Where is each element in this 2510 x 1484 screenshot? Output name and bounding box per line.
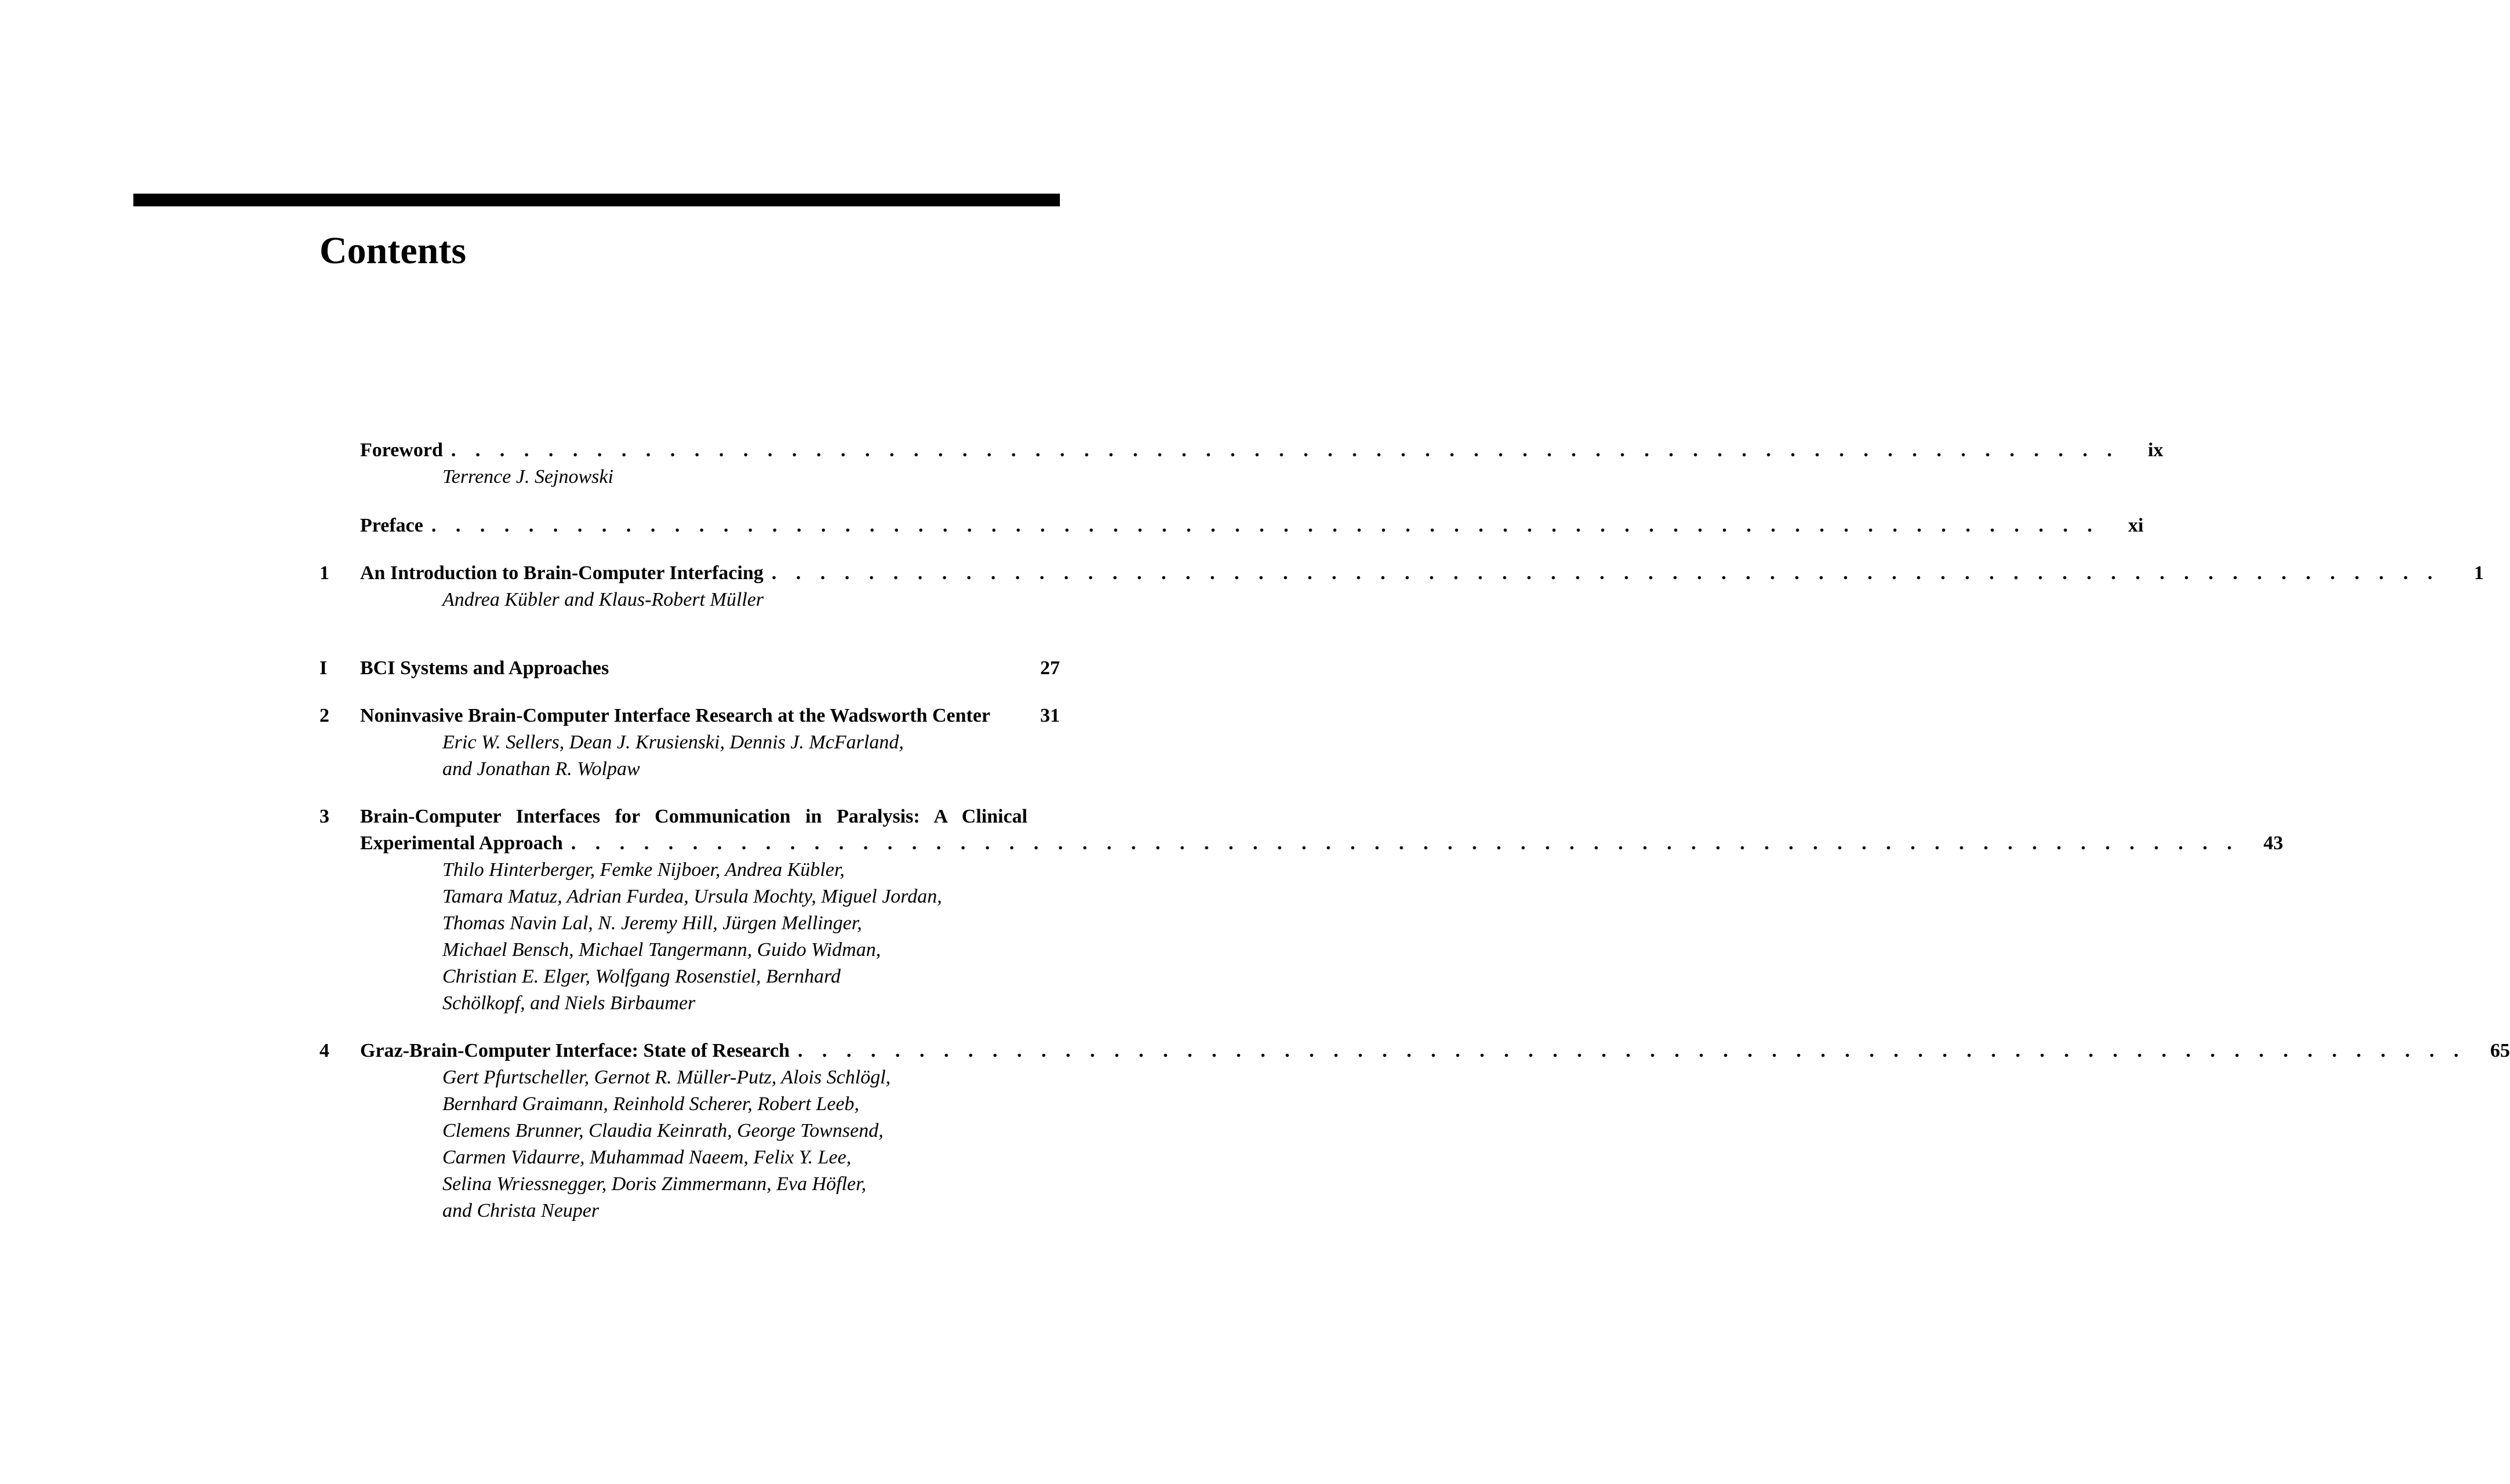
- author-line: Clemens Brunner, Claudia Keinrath, George Townsend,: [442, 1120, 884, 1141]
- dot-leader: . . . . . . . . . . . . . . . . . . . . . . . . . . . . . . . . . . . . . . . . . . . . . . . . . . . . . . . . . . . . . . . . . . . . .: [771, 562, 2440, 584]
- entry-number: 2: [319, 705, 329, 726]
- entry-title: Preface: [360, 515, 423, 536]
- author-line: Thomas Navin Lal, N. Jeremy Hill, Jürgen Mellinger,: [442, 912, 862, 934]
- entry-page-number: ix: [2148, 439, 2163, 461]
- entry-title-line-1: Brain-Computer Interfaces for Communication in Paralysis: A Clinical: [360, 806, 1027, 827]
- toc-entry-chapter-4[interactable]: [319, 1038, 2510, 1224]
- part-title: BCI Systems and Approaches: [360, 657, 609, 679]
- dot-leader: . . . . . . . . . . . . . . . . . . . . . . . . . . . . . . . . . . . . . . . . . . . . . . . . . . . . . . . . . . . . . . . . . . . . .: [451, 439, 2119, 461]
- dot-leader: . . . . . . . . . . . . . . . . . . . . . . . . . . . . . . . . . . . . . . . . . . . . . . . . . . . . . . . . . . . . . . . . . . . . .: [797, 1040, 2466, 1061]
- part-number: I: [319, 657, 328, 679]
- entry-page-number: 1: [2473, 562, 2484, 584]
- author-line: Schölkopf, and Niels Birbaumer: [442, 992, 696, 1014]
- author-line: Tamara Matuz, Adrian Furdea, Ursula Mochty, Miguel Jordan,: [442, 886, 942, 907]
- entry-authors: [442, 729, 1060, 783]
- toc-entry-part-I[interactable]: [319, 655, 1060, 682]
- author-line: Andrea Kübler and Klaus-Robert Müller: [442, 589, 764, 610]
- entry-title: Foreword: [360, 439, 443, 461]
- entry-title: Noninvasive Brain-Computer Interface Research at the Wadsworth Center: [360, 705, 990, 726]
- dot-leader: . . . . . . . . . . . . . . . . . . . . . . . . . . . . . . . . . . . . . . . . . . . . . . . . . . . . . . . . . . . . . . . . . . . . .: [571, 832, 2239, 854]
- entry-number: 3: [319, 806, 329, 827]
- author-line: Bernhard Graimann, Reinhold Scherer, Robert Leeb,: [442, 1093, 859, 1115]
- author-line: Christian E. Elger, Wolfgang Rosenstiel, Bernhard: [442, 966, 841, 987]
- entry-number: 4: [319, 1040, 329, 1061]
- page-title: Contents: [319, 230, 467, 272]
- entry-number: 1: [319, 562, 329, 584]
- entry-page-number: 43: [2263, 832, 2283, 854]
- author-line: Thilo Hinterberger, Femke Nijboer, Andrea Kübler,: [442, 859, 845, 881]
- table-of-contents: [319, 0, 2510, 1484]
- entry-title: An Introduction to Brain-Computer Interfacing: [360, 562, 764, 584]
- entry-authors: [442, 587, 1060, 613]
- author-line: Selina Wriessnegger, Doris Zimmermann, Eva Höfler,: [442, 1173, 866, 1195]
- entry-authors: [442, 1064, 1060, 1224]
- entry-authors: [442, 464, 1060, 490]
- author-line: Terrence J. Sejnowski: [442, 466, 613, 488]
- entry-title-line-2: Experimental Approach: [360, 832, 563, 854]
- entry-page-number: 27: [1040, 657, 1060, 679]
- entry-authors: [442, 857, 1060, 1017]
- toc-entry-foreword[interactable]: [319, 437, 2163, 490]
- author-line: Eric W. Sellers, Dean J. Krusienski, Dennis J. McFarland,: [442, 732, 904, 753]
- toc-entry-chapter-1[interactable]: [319, 560, 2484, 613]
- toc-entry-chapter-2[interactable]: [319, 703, 1060, 783]
- author-line: Michael Bensch, Michael Tangermann, Guido Widman,: [442, 939, 881, 961]
- entry-page-number: xi: [2128, 515, 2144, 536]
- entry-page-number: 31: [1040, 705, 1060, 726]
- author-line: and Jonathan R. Wolpaw: [442, 758, 640, 780]
- author-line: Carmen Vidaurre, Muhammad Naeem, Felix Y. Lee,: [442, 1147, 852, 1168]
- author-line: Gert Pfurtscheller, Gernot R. Müller-Putz, Alois Schlögl,: [442, 1067, 891, 1088]
- dot-leader: . . . . . . . . . . . . . . . . . . . . . . . . . . . . . . . . . . . . . . . . . . . . . . . . . . . . . . . . . . . . . . . . . . . . .: [431, 515, 2099, 536]
- entry-page-number: 65: [2490, 1040, 2510, 1061]
- entry-title: Graz-Brain-Computer Interface: State of Research: [360, 1040, 790, 1061]
- toc-entry-preface[interactable]: [319, 512, 2144, 539]
- author-line: and Christa Neuper: [442, 1200, 600, 1221]
- toc-entry-chapter-3[interactable]: [319, 803, 2283, 1017]
